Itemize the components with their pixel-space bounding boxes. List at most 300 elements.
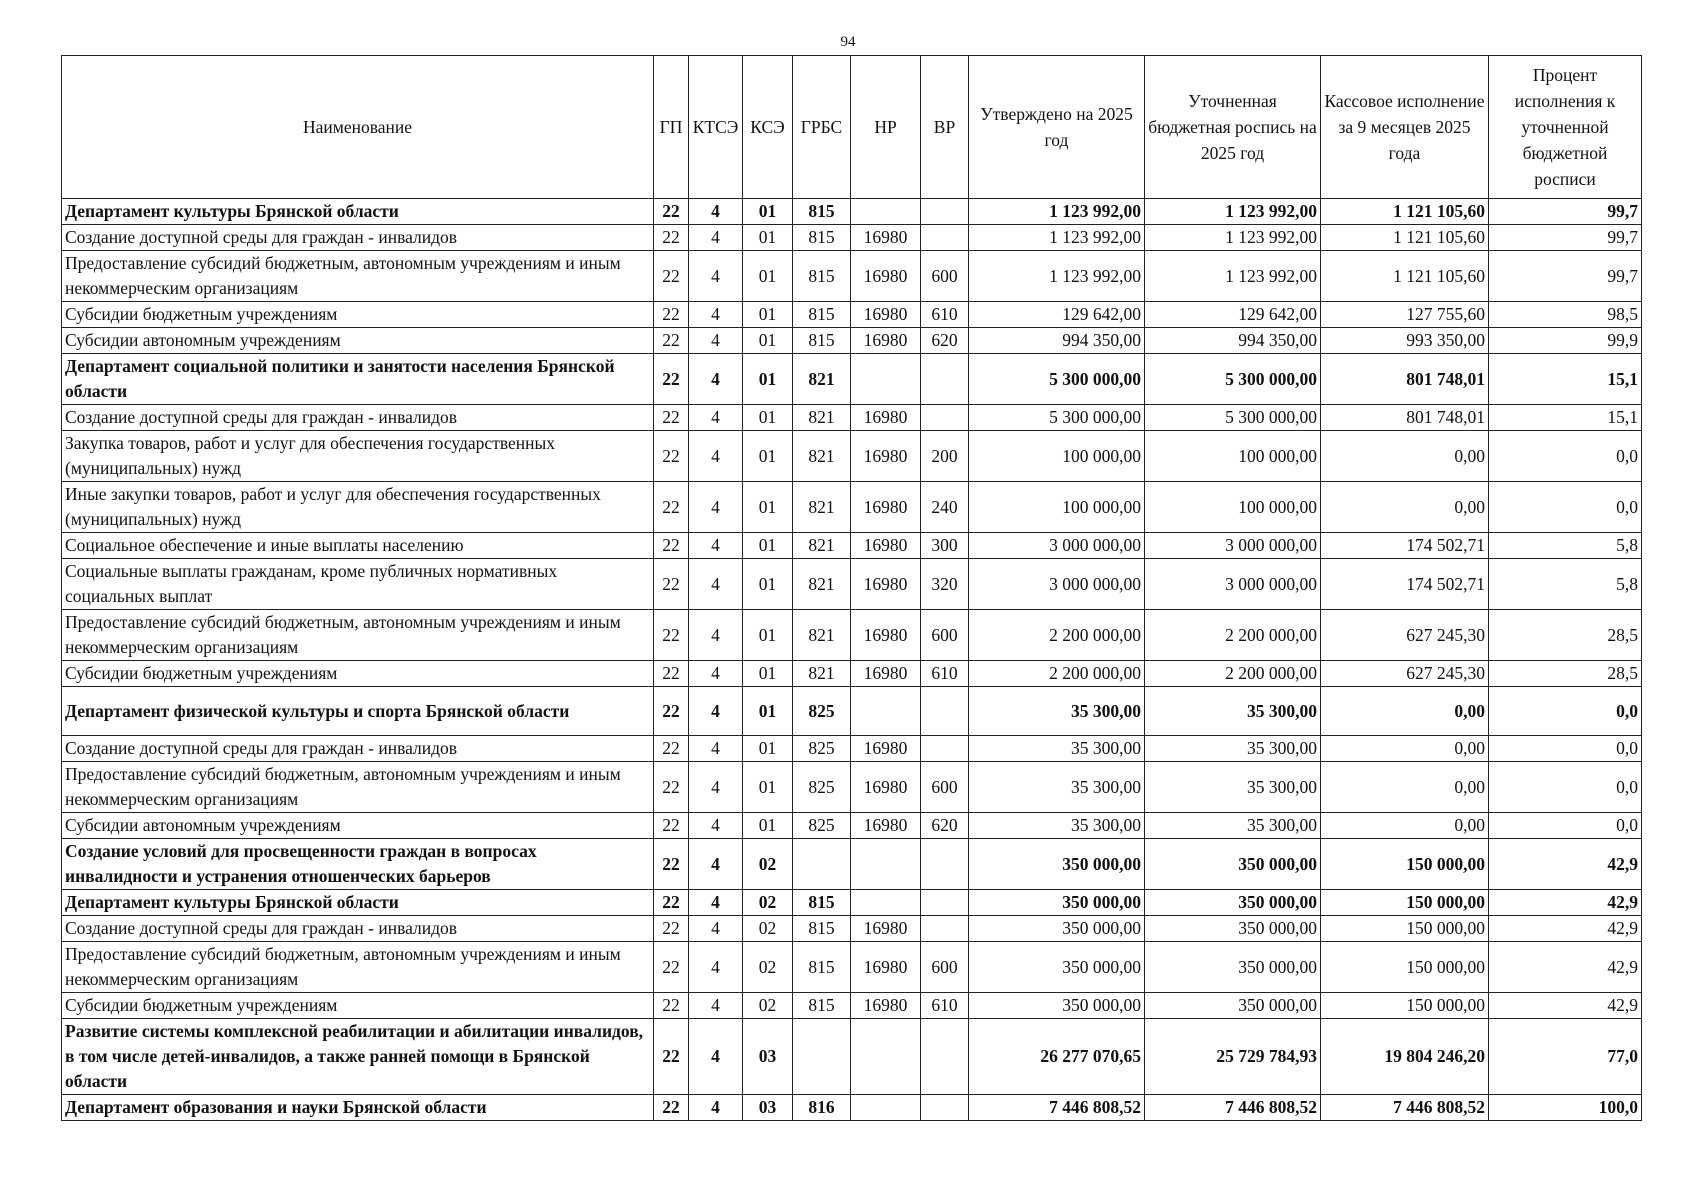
cell-approved: 35 300,00 [969,687,1145,736]
cell-ktse: 4 [689,482,743,533]
cell-refined: 1 123 992,00 [1145,225,1321,251]
cell-gp: 22 [654,225,689,251]
cell-vr: 610 [921,993,969,1019]
cell-approved: 3 000 000,00 [969,533,1145,559]
cell-gp: 22 [654,687,689,736]
cell-name: Социальные выплаты гражданам, кроме публичных нормативных социальных выплат [62,559,654,610]
cell-grbs: 815 [793,916,851,942]
table-row [62,736,1642,762]
cell-approved: 100 000,00 [969,482,1145,533]
table-row [62,916,1642,942]
cell-gp: 22 [654,533,689,559]
cell-name: Департамент физической культуры и спорта Брянской области [62,687,654,736]
cell-percent: 77,0 [1489,1019,1642,1095]
table-row [62,1019,1642,1095]
cell-grbs: 821 [793,405,851,431]
cell-refined: 25 729 784,93 [1145,1019,1321,1095]
cell-gp: 22 [654,993,689,1019]
cell-percent: 42,9 [1489,993,1642,1019]
cell-approved: 350 000,00 [969,916,1145,942]
header-cash: Кассовое исполнение за 9 месяцев 2025 года [1321,56,1489,199]
cell-gp: 22 [654,328,689,354]
cell-name: Предоставление субсидий бюджетным, автономным учреждениям и иным некоммерческим организациям [62,762,654,813]
cell-nr: 16980 [851,482,921,533]
cell-ktse: 4 [689,687,743,736]
cell-refined: 129 642,00 [1145,302,1321,328]
cell-kse: 01 [743,661,793,687]
cell-ktse: 4 [689,610,743,661]
cell-vr: 600 [921,942,969,993]
cell-gp: 22 [654,405,689,431]
cell-refined: 35 300,00 [1145,813,1321,839]
cell-gp: 22 [654,251,689,302]
cell-percent: 42,9 [1489,916,1642,942]
cell-name: Департамент социальной политики и занятости населения Брянской области [62,354,654,405]
cell-vr [921,354,969,405]
cell-grbs: 821 [793,482,851,533]
header-kse: КСЭ [743,56,793,199]
cell-vr [921,199,969,225]
cell-percent: 0,0 [1489,687,1642,736]
table-row [62,431,1642,482]
cell-nr: 16980 [851,813,921,839]
cell-approved: 35 300,00 [969,762,1145,813]
cell-grbs: 821 [793,354,851,405]
cell-cash: 150 000,00 [1321,993,1489,1019]
cell-cash: 627 245,30 [1321,610,1489,661]
header-approved: Утверждено на 2025 год [969,56,1145,199]
cell-ktse: 4 [689,890,743,916]
cell-gp: 22 [654,1019,689,1095]
cell-cash: 1 121 105,60 [1321,225,1489,251]
cell-nr: 16980 [851,916,921,942]
cell-percent: 98,5 [1489,302,1642,328]
cell-name: Создание доступной среды для граждан - инвалидов [62,916,654,942]
cell-name: Предоставление субсидий бюджетным, автономным учреждениям и иным некоммерческим организациям [62,942,654,993]
cell-cash: 150 000,00 [1321,839,1489,890]
cell-cash: 627 245,30 [1321,661,1489,687]
cell-cash: 127 755,60 [1321,302,1489,328]
cell-name: Предоставление субсидий бюджетным, автономным учреждениям и иным некоммерческим организациям [62,610,654,661]
cell-kse: 01 [743,431,793,482]
cell-nr [851,1095,921,1121]
header-percent: Процент исполнения к уточненной бюджетной росписи [1489,56,1642,199]
cell-percent: 99,9 [1489,328,1642,354]
cell-nr: 16980 [851,302,921,328]
table-row [62,890,1642,916]
cell-cash: 7 446 808,52 [1321,1095,1489,1121]
cell-kse: 01 [743,302,793,328]
cell-approved: 350 000,00 [969,942,1145,993]
table-row [62,762,1642,813]
cell-refined: 350 000,00 [1145,942,1321,993]
cell-approved: 2 200 000,00 [969,610,1145,661]
cell-approved: 7 446 808,52 [969,1095,1145,1121]
cell-vr [921,839,969,890]
cell-grbs [793,1019,851,1095]
cell-approved: 2 200 000,00 [969,661,1145,687]
cell-gp: 22 [654,813,689,839]
cell-approved: 1 123 992,00 [969,225,1145,251]
table-row [62,405,1642,431]
cell-grbs: 821 [793,661,851,687]
table-row [62,942,1642,993]
cell-percent: 99,7 [1489,199,1642,225]
cell-kse: 02 [743,839,793,890]
cell-approved: 129 642,00 [969,302,1145,328]
cell-kse: 01 [743,482,793,533]
cell-approved: 5 300 000,00 [969,405,1145,431]
cell-grbs: 821 [793,431,851,482]
cell-kse: 01 [743,610,793,661]
cell-nr: 16980 [851,431,921,482]
cell-refined: 1 123 992,00 [1145,251,1321,302]
cell-ktse: 4 [689,942,743,993]
cell-grbs: 821 [793,610,851,661]
cell-vr: 620 [921,328,969,354]
cell-refined: 2 200 000,00 [1145,661,1321,687]
cell-vr [921,890,969,916]
cell-refined: 5 300 000,00 [1145,405,1321,431]
cell-percent: 0,0 [1489,813,1642,839]
cell-refined: 350 000,00 [1145,839,1321,890]
cell-percent: 42,9 [1489,839,1642,890]
cell-name: Департамент культуры Брянской области [62,890,654,916]
cell-kse: 01 [743,405,793,431]
cell-vr: 240 [921,482,969,533]
cell-percent: 0,0 [1489,482,1642,533]
cell-cash: 0,00 [1321,482,1489,533]
cell-gp: 22 [654,890,689,916]
header-row [62,56,1642,199]
cell-grbs [793,839,851,890]
cell-grbs: 825 [793,687,851,736]
cell-kse: 01 [743,559,793,610]
cell-refined: 1 123 992,00 [1145,199,1321,225]
cell-vr [921,405,969,431]
cell-ktse: 4 [689,993,743,1019]
cell-cash: 0,00 [1321,431,1489,482]
cell-nr [851,1019,921,1095]
cell-nr [851,687,921,736]
table-row [62,813,1642,839]
table-row [62,354,1642,405]
cell-gp: 22 [654,942,689,993]
cell-nr: 16980 [851,533,921,559]
page-number: 94 [840,34,856,50]
table-row [62,610,1642,661]
cell-kse: 01 [743,736,793,762]
cell-ktse: 4 [689,405,743,431]
cell-percent: 99,7 [1489,251,1642,302]
cell-percent: 15,1 [1489,354,1642,405]
cell-grbs: 815 [793,302,851,328]
table-row [62,199,1642,225]
cell-gp: 22 [654,302,689,328]
cell-gp: 22 [654,482,689,533]
cell-percent: 42,9 [1489,890,1642,916]
cell-cash: 801 748,01 [1321,405,1489,431]
cell-vr: 300 [921,533,969,559]
cell-gp: 22 [654,431,689,482]
cell-ktse: 4 [689,916,743,942]
header-name: Наименование [62,56,654,199]
cell-gp: 22 [654,736,689,762]
cell-percent: 0,0 [1489,762,1642,813]
cell-name: Субсидии автономным учреждениям [62,813,654,839]
cell-ktse: 4 [689,328,743,354]
cell-kse: 01 [743,199,793,225]
table-row [62,661,1642,687]
cell-ktse: 4 [689,199,743,225]
cell-name: Субсидии автономным учреждениям [62,328,654,354]
cell-approved: 350 000,00 [969,839,1145,890]
cell-kse: 02 [743,890,793,916]
cell-name: Создание доступной среды для граждан - инвалидов [62,225,654,251]
cell-cash: 993 350,00 [1321,328,1489,354]
cell-grbs: 815 [793,993,851,1019]
cell-approved: 3 000 000,00 [969,559,1145,610]
cell-grbs: 821 [793,533,851,559]
table-row [62,251,1642,302]
table-row [62,1095,1642,1121]
cell-vr: 610 [921,661,969,687]
cell-nr [851,199,921,225]
cell-vr [921,1019,969,1095]
cell-cash: 150 000,00 [1321,916,1489,942]
cell-name: Субсидии бюджетным учреждениям [62,302,654,328]
cell-ktse: 4 [689,559,743,610]
cell-gp: 22 [654,839,689,890]
cell-gp: 22 [654,1095,689,1121]
cell-gp: 22 [654,762,689,813]
cell-cash: 150 000,00 [1321,890,1489,916]
cell-ktse: 4 [689,661,743,687]
cell-percent: 5,8 [1489,559,1642,610]
cell-kse: 01 [743,533,793,559]
cell-approved: 26 277 070,65 [969,1019,1145,1095]
cell-name: Субсидии бюджетным учреждениям [62,661,654,687]
table-row [62,302,1642,328]
cell-grbs: 815 [793,328,851,354]
cell-approved: 5 300 000,00 [969,354,1145,405]
cell-refined: 35 300,00 [1145,687,1321,736]
cell-kse: 02 [743,942,793,993]
cell-nr: 16980 [851,559,921,610]
cell-ktse: 4 [689,302,743,328]
cell-approved: 994 350,00 [969,328,1145,354]
cell-name: Создание условий для просвещенности граждан в вопросах инвалидности и устранения отношенческих барьеров [62,839,654,890]
cell-approved: 350 000,00 [969,993,1145,1019]
cell-name: Департамент культуры Брянской области [62,199,654,225]
cell-name: Иные закупки товаров, работ и услуг для обеспечения государственных (муниципальных) нужд [62,482,654,533]
table-row [62,993,1642,1019]
cell-refined: 5 300 000,00 [1145,354,1321,405]
cell-refined: 994 350,00 [1145,328,1321,354]
cell-ktse: 4 [689,225,743,251]
cell-nr [851,354,921,405]
header-refined: Уточненная бюджетная роспись на 2025 год [1145,56,1321,199]
cell-grbs: 816 [793,1095,851,1121]
cell-vr: 600 [921,762,969,813]
cell-cash: 1 121 105,60 [1321,199,1489,225]
cell-kse: 03 [743,1095,793,1121]
cell-nr: 16980 [851,762,921,813]
cell-percent: 99,7 [1489,225,1642,251]
cell-percent: 0,0 [1489,736,1642,762]
table-row [62,328,1642,354]
cell-ktse: 4 [689,839,743,890]
cell-vr [921,736,969,762]
cell-kse: 03 [743,1019,793,1095]
cell-cash: 150 000,00 [1321,942,1489,993]
cell-kse: 01 [743,354,793,405]
cell-ktse: 4 [689,762,743,813]
cell-ktse: 4 [689,251,743,302]
cell-name: Закупка товаров, работ и услуг для обеспечения государственных (муниципальных) нужд [62,431,654,482]
cell-cash: 0,00 [1321,762,1489,813]
table-row [62,687,1642,736]
cell-nr: 16980 [851,610,921,661]
cell-grbs: 815 [793,199,851,225]
header-nr: НР [851,56,921,199]
cell-approved: 35 300,00 [969,813,1145,839]
cell-cash: 19 804 246,20 [1321,1019,1489,1095]
cell-vr: 200 [921,431,969,482]
table-row [62,482,1642,533]
cell-refined: 350 000,00 [1145,916,1321,942]
header-gp: ГП [654,56,689,199]
cell-grbs: 825 [793,736,851,762]
cell-gp: 22 [654,559,689,610]
cell-ktse: 4 [689,354,743,405]
cell-name: Создание доступной среды для граждан - инвалидов [62,405,654,431]
cell-ktse: 4 [689,813,743,839]
cell-nr: 16980 [851,225,921,251]
cell-nr: 16980 [851,736,921,762]
cell-kse: 02 [743,993,793,1019]
cell-name: Создание доступной среды для граждан - инвалидов [62,736,654,762]
cell-percent: 100,0 [1489,1095,1642,1121]
cell-nr: 16980 [851,328,921,354]
cell-nr [851,839,921,890]
cell-name: Департамент образования и науки Брянской области [62,1095,654,1121]
cell-approved: 100 000,00 [969,431,1145,482]
cell-cash: 0,00 [1321,736,1489,762]
cell-kse: 02 [743,916,793,942]
cell-gp: 22 [654,354,689,405]
cell-grbs: 821 [793,559,851,610]
cell-refined: 35 300,00 [1145,762,1321,813]
cell-grbs: 815 [793,251,851,302]
table-row [62,839,1642,890]
cell-grbs: 815 [793,890,851,916]
cell-ktse: 4 [689,736,743,762]
cell-gp: 22 [654,661,689,687]
cell-refined: 100 000,00 [1145,482,1321,533]
cell-gp: 22 [654,916,689,942]
cell-cash: 174 502,71 [1321,533,1489,559]
cell-percent: 28,5 [1489,610,1642,661]
cell-cash: 0,00 [1321,687,1489,736]
cell-refined: 2 200 000,00 [1145,610,1321,661]
cell-approved: 350 000,00 [969,890,1145,916]
cell-cash: 174 502,71 [1321,559,1489,610]
cell-vr [921,687,969,736]
cell-refined: 35 300,00 [1145,736,1321,762]
cell-kse: 01 [743,225,793,251]
cell-percent: 28,5 [1489,661,1642,687]
cell-vr [921,1095,969,1121]
cell-name: Социальное обеспечение и иные выплаты населению [62,533,654,559]
cell-approved: 35 300,00 [969,736,1145,762]
cell-cash: 1 121 105,60 [1321,251,1489,302]
cell-name: Развитие системы комплексной реабилитации и абилитации инвалидов, в том числе детей-инвалидов, а также ранней помощи в Брянской области [62,1019,654,1095]
cell-percent: 42,9 [1489,942,1642,993]
cell-grbs: 815 [793,942,851,993]
cell-nr: 16980 [851,405,921,431]
cell-name: Субсидии бюджетным учреждениям [62,993,654,1019]
cell-nr: 16980 [851,993,921,1019]
cell-vr: 320 [921,559,969,610]
cell-grbs: 815 [793,225,851,251]
cell-kse: 01 [743,687,793,736]
cell-nr: 16980 [851,661,921,687]
cell-refined: 3 000 000,00 [1145,533,1321,559]
cell-nr: 16980 [851,251,921,302]
cell-ktse: 4 [689,1095,743,1121]
cell-refined: 3 000 000,00 [1145,559,1321,610]
cell-grbs: 825 [793,762,851,813]
header-ktse: КТСЭ [689,56,743,199]
table-row [62,225,1642,251]
cell-gp: 22 [654,199,689,225]
cell-cash: 801 748,01 [1321,354,1489,405]
cell-ktse: 4 [689,533,743,559]
cell-nr: 16980 [851,942,921,993]
cell-vr [921,916,969,942]
cell-refined: 7 446 808,52 [1145,1095,1321,1121]
cell-gp: 22 [654,610,689,661]
cell-ktse: 4 [689,1019,743,1095]
table-row [62,533,1642,559]
cell-vr: 620 [921,813,969,839]
cell-kse: 01 [743,813,793,839]
cell-refined: 350 000,00 [1145,993,1321,1019]
cell-vr: 600 [921,251,969,302]
header-vr: ВР [921,56,969,199]
cell-grbs: 825 [793,813,851,839]
cell-refined: 350 000,00 [1145,890,1321,916]
cell-vr [921,225,969,251]
budget-table [61,55,1642,1121]
cell-cash: 0,00 [1321,813,1489,839]
cell-name: Предоставление субсидий бюджетным, автономным учреждениям и иным некоммерческим организациям [62,251,654,302]
cell-approved: 1 123 992,00 [969,251,1145,302]
cell-percent: 0,0 [1489,431,1642,482]
cell-percent: 5,8 [1489,533,1642,559]
cell-approved: 1 123 992,00 [969,199,1145,225]
cell-ktse: 4 [689,431,743,482]
cell-refined: 100 000,00 [1145,431,1321,482]
cell-nr [851,890,921,916]
cell-kse: 01 [743,328,793,354]
cell-kse: 01 [743,251,793,302]
cell-vr: 600 [921,610,969,661]
table-row [62,559,1642,610]
cell-vr: 610 [921,302,969,328]
header-grbs: ГРБС [793,56,851,199]
